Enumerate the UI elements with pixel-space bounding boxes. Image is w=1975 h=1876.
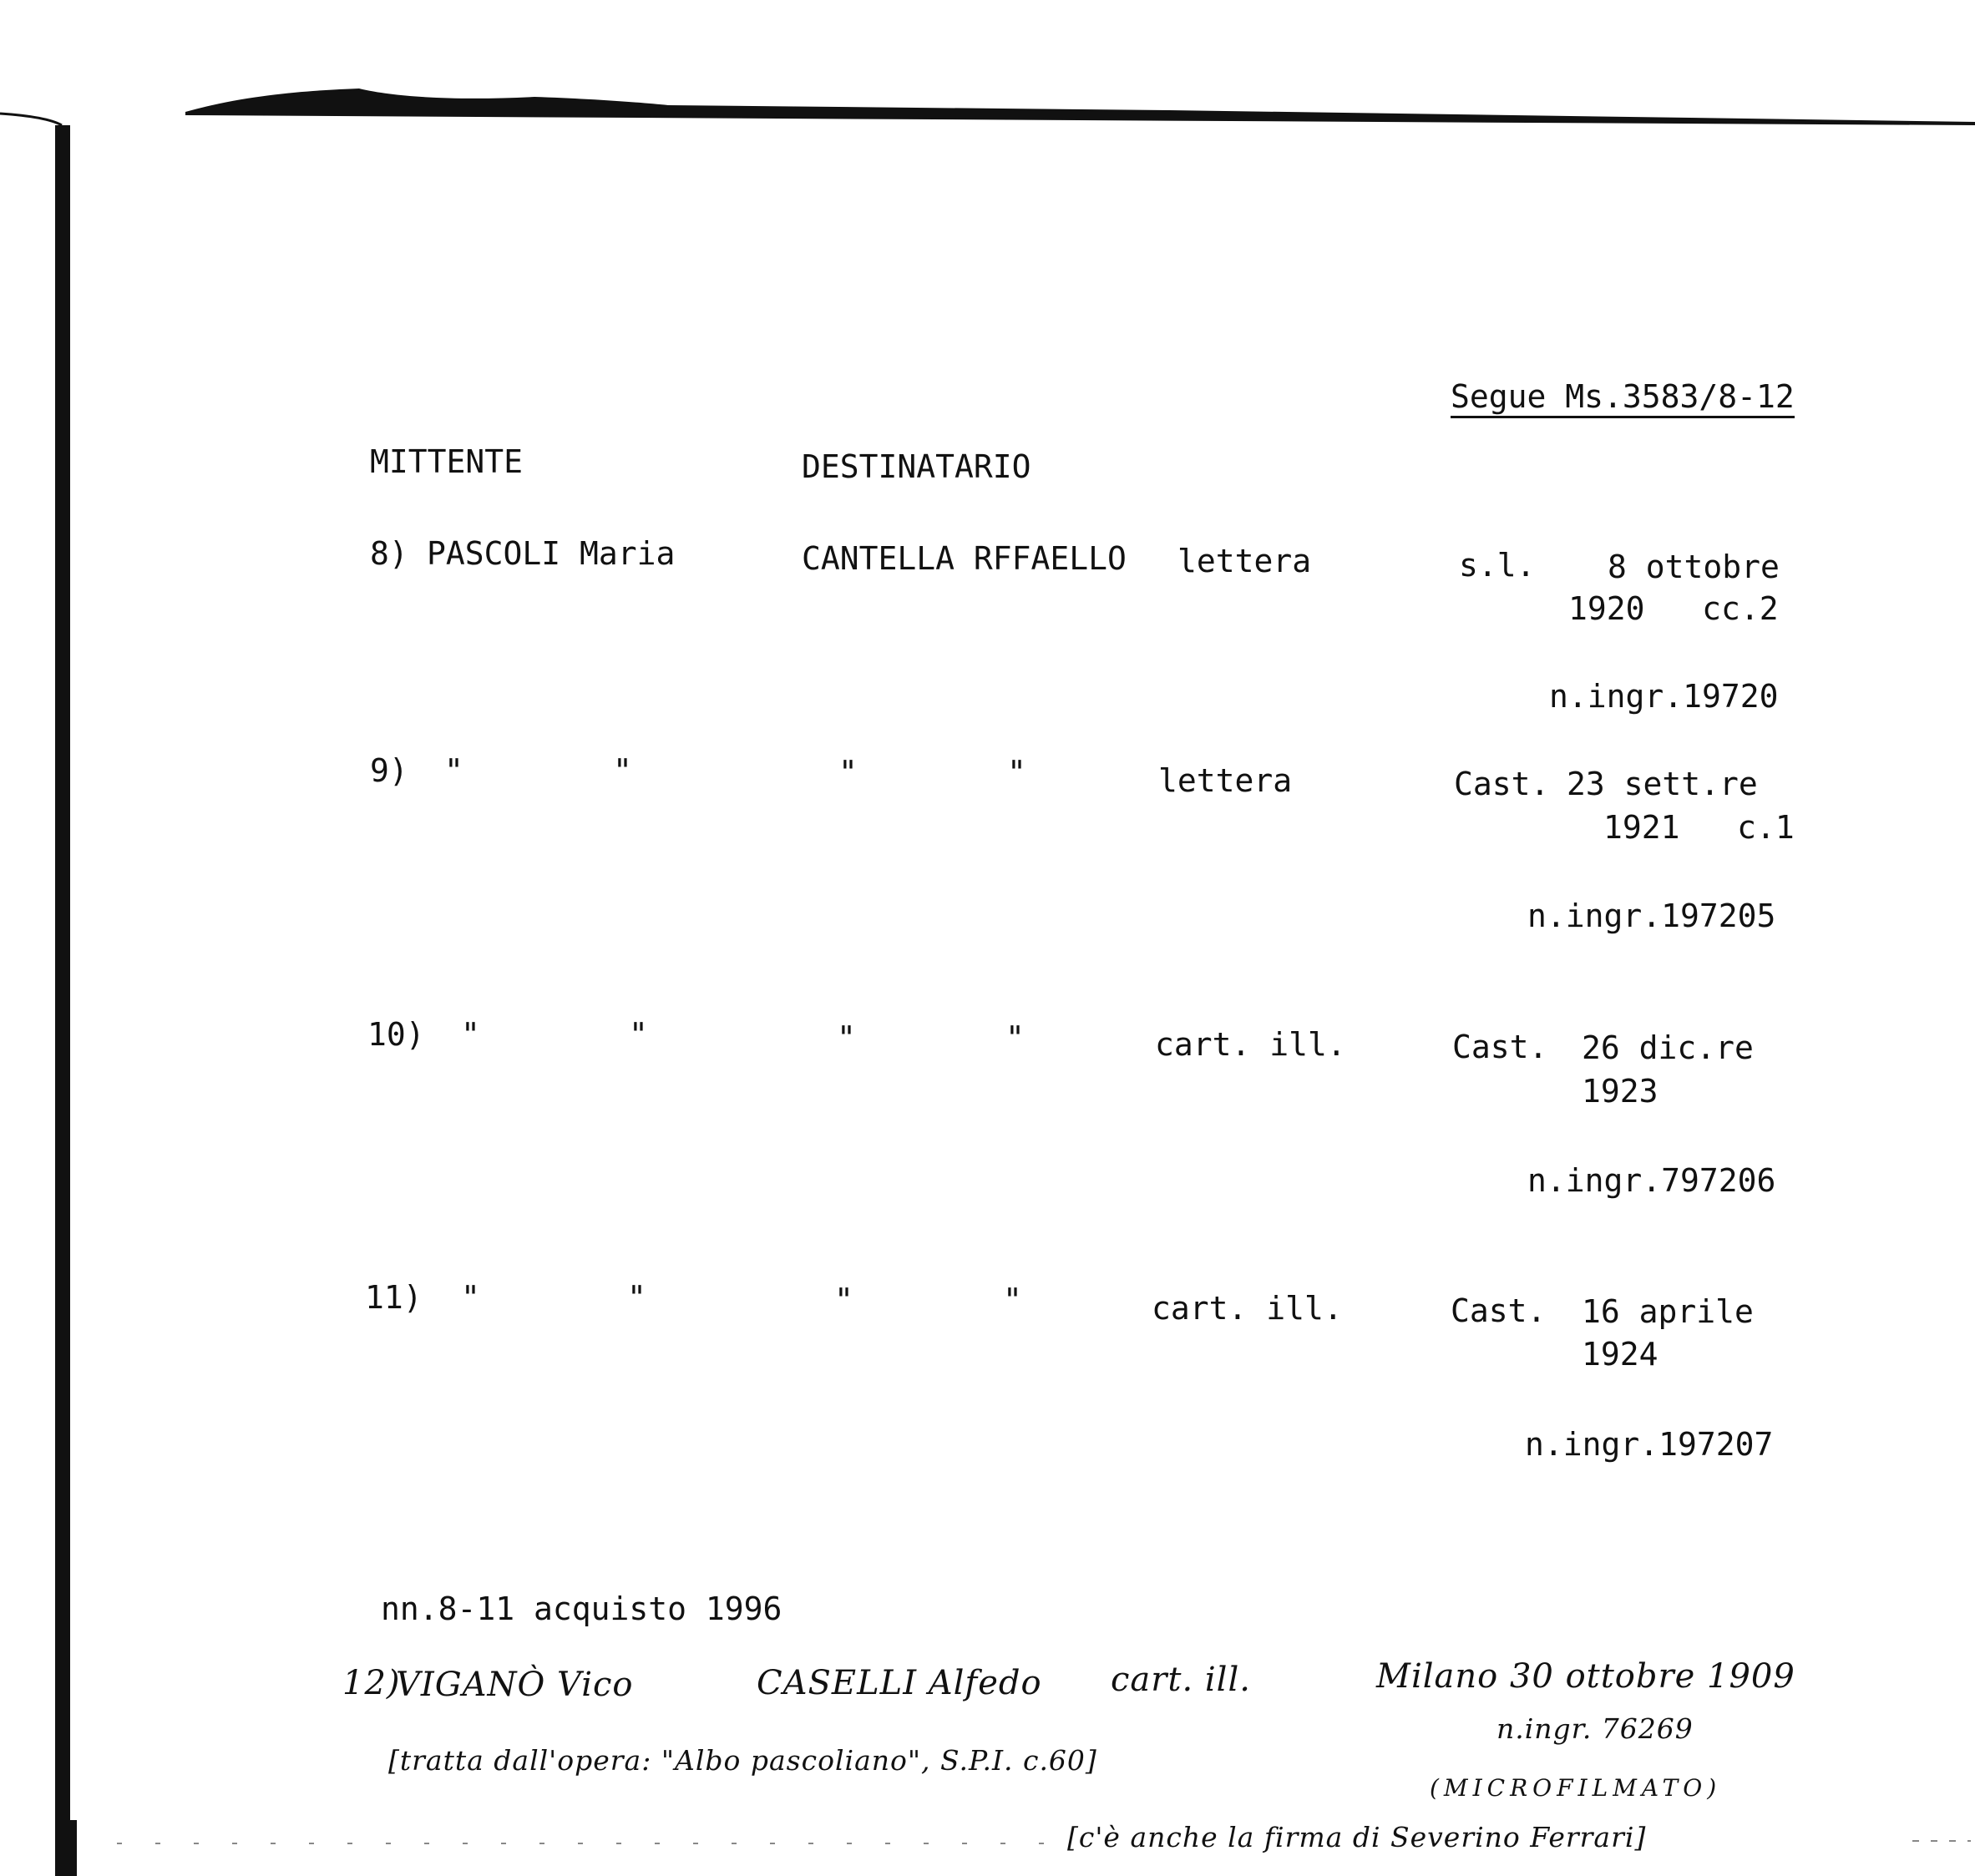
entry-date-extra: 1921 c.1: [1603, 809, 1795, 846]
entry-date-extra: 1920 cc.2: [1568, 590, 1779, 627]
acquisition-note: nn.8-11 acquisto 1996: [381, 1590, 782, 1627]
ditto-mark: ": [834, 1282, 853, 1318]
entry-inventory: n.ingr.197207: [1525, 1426, 1774, 1463]
entry-date: 8 ottobre: [1608, 549, 1780, 585]
ditto-mark: ": [629, 1016, 648, 1053]
entry-number: 9): [370, 752, 408, 789]
entry-date-extra: 1924: [1582, 1336, 1658, 1373]
entry-type: cart. ill.: [1152, 1290, 1343, 1327]
entry-type: lettera: [1177, 543, 1312, 579]
handwritten-type: cart. ill.: [1111, 1661, 1251, 1699]
entry-date: 16 aprile: [1582, 1293, 1754, 1330]
ditto-mark: ": [1005, 1019, 1025, 1056]
entry-inventory: n.ingr.197205: [1527, 898, 1776, 934]
ditto-mark: ": [613, 752, 632, 789]
reference-code: Segue Ms.3583/8-12: [1451, 381, 1795, 418]
ditto-mark: ": [461, 1279, 480, 1316]
entry-type: cart. ill.: [1155, 1026, 1346, 1063]
ditto-mark: ": [838, 754, 858, 791]
ditto-mark: ": [1007, 754, 1026, 791]
handwritten-microfilm: (MICROFILMATO): [1430, 1774, 1722, 1802]
handwritten-source-note: [tratta dall'opera: "Albo pascoliano", S.P.I. c.60]: [388, 1744, 1097, 1777]
ditto-mark: ": [837, 1019, 856, 1056]
entry-inventory: n.ingr.797206: [1527, 1162, 1776, 1199]
header-sender: MITTENTE: [370, 443, 524, 480]
entry-place: Cast.: [1451, 1292, 1547, 1329]
ditto-mark: ": [444, 752, 463, 789]
entry-inventory: n.ingr.19720: [1549, 678, 1779, 715]
entry-number: 11): [365, 1279, 423, 1316]
entry-type: lettera: [1158, 762, 1293, 799]
handwritten-extra-note: [c'è anche la firma di Severino Ferrari]: [1067, 1821, 1647, 1853]
entry-place: Cast.: [1454, 766, 1550, 802]
entry-date: 23 sett.re: [1567, 766, 1758, 802]
entry-place: Cast.: [1452, 1029, 1548, 1065]
handwritten-sender: VIGANÒ Vico: [396, 1666, 634, 1704]
ditto-mark: ": [627, 1279, 646, 1316]
handwritten-recipient: CASELLI Alfedo: [757, 1664, 1042, 1702]
entry-sender: PASCOLI Maria: [427, 535, 676, 572]
header-recipient: DESTINATARIO: [802, 448, 1031, 485]
entry-date: 26 dic.re: [1582, 1029, 1754, 1066]
handwritten-number: 12): [342, 1664, 401, 1702]
handwritten-inventory: n.ingr. 76269: [1496, 1712, 1694, 1745]
ditto-mark: ": [1003, 1282, 1022, 1318]
entry-number: 8): [370, 535, 408, 572]
handwritten-place-date: Milano 30 ottobre 1909: [1376, 1657, 1795, 1696]
entry-recipient: CANTELLA RFFAELLO: [802, 540, 1127, 577]
ditto-mark: ": [461, 1016, 480, 1053]
entry-place: s.l.: [1459, 547, 1536, 584]
entry-date-extra: 1923: [1582, 1073, 1658, 1110]
entry-number: 10): [367, 1016, 425, 1053]
